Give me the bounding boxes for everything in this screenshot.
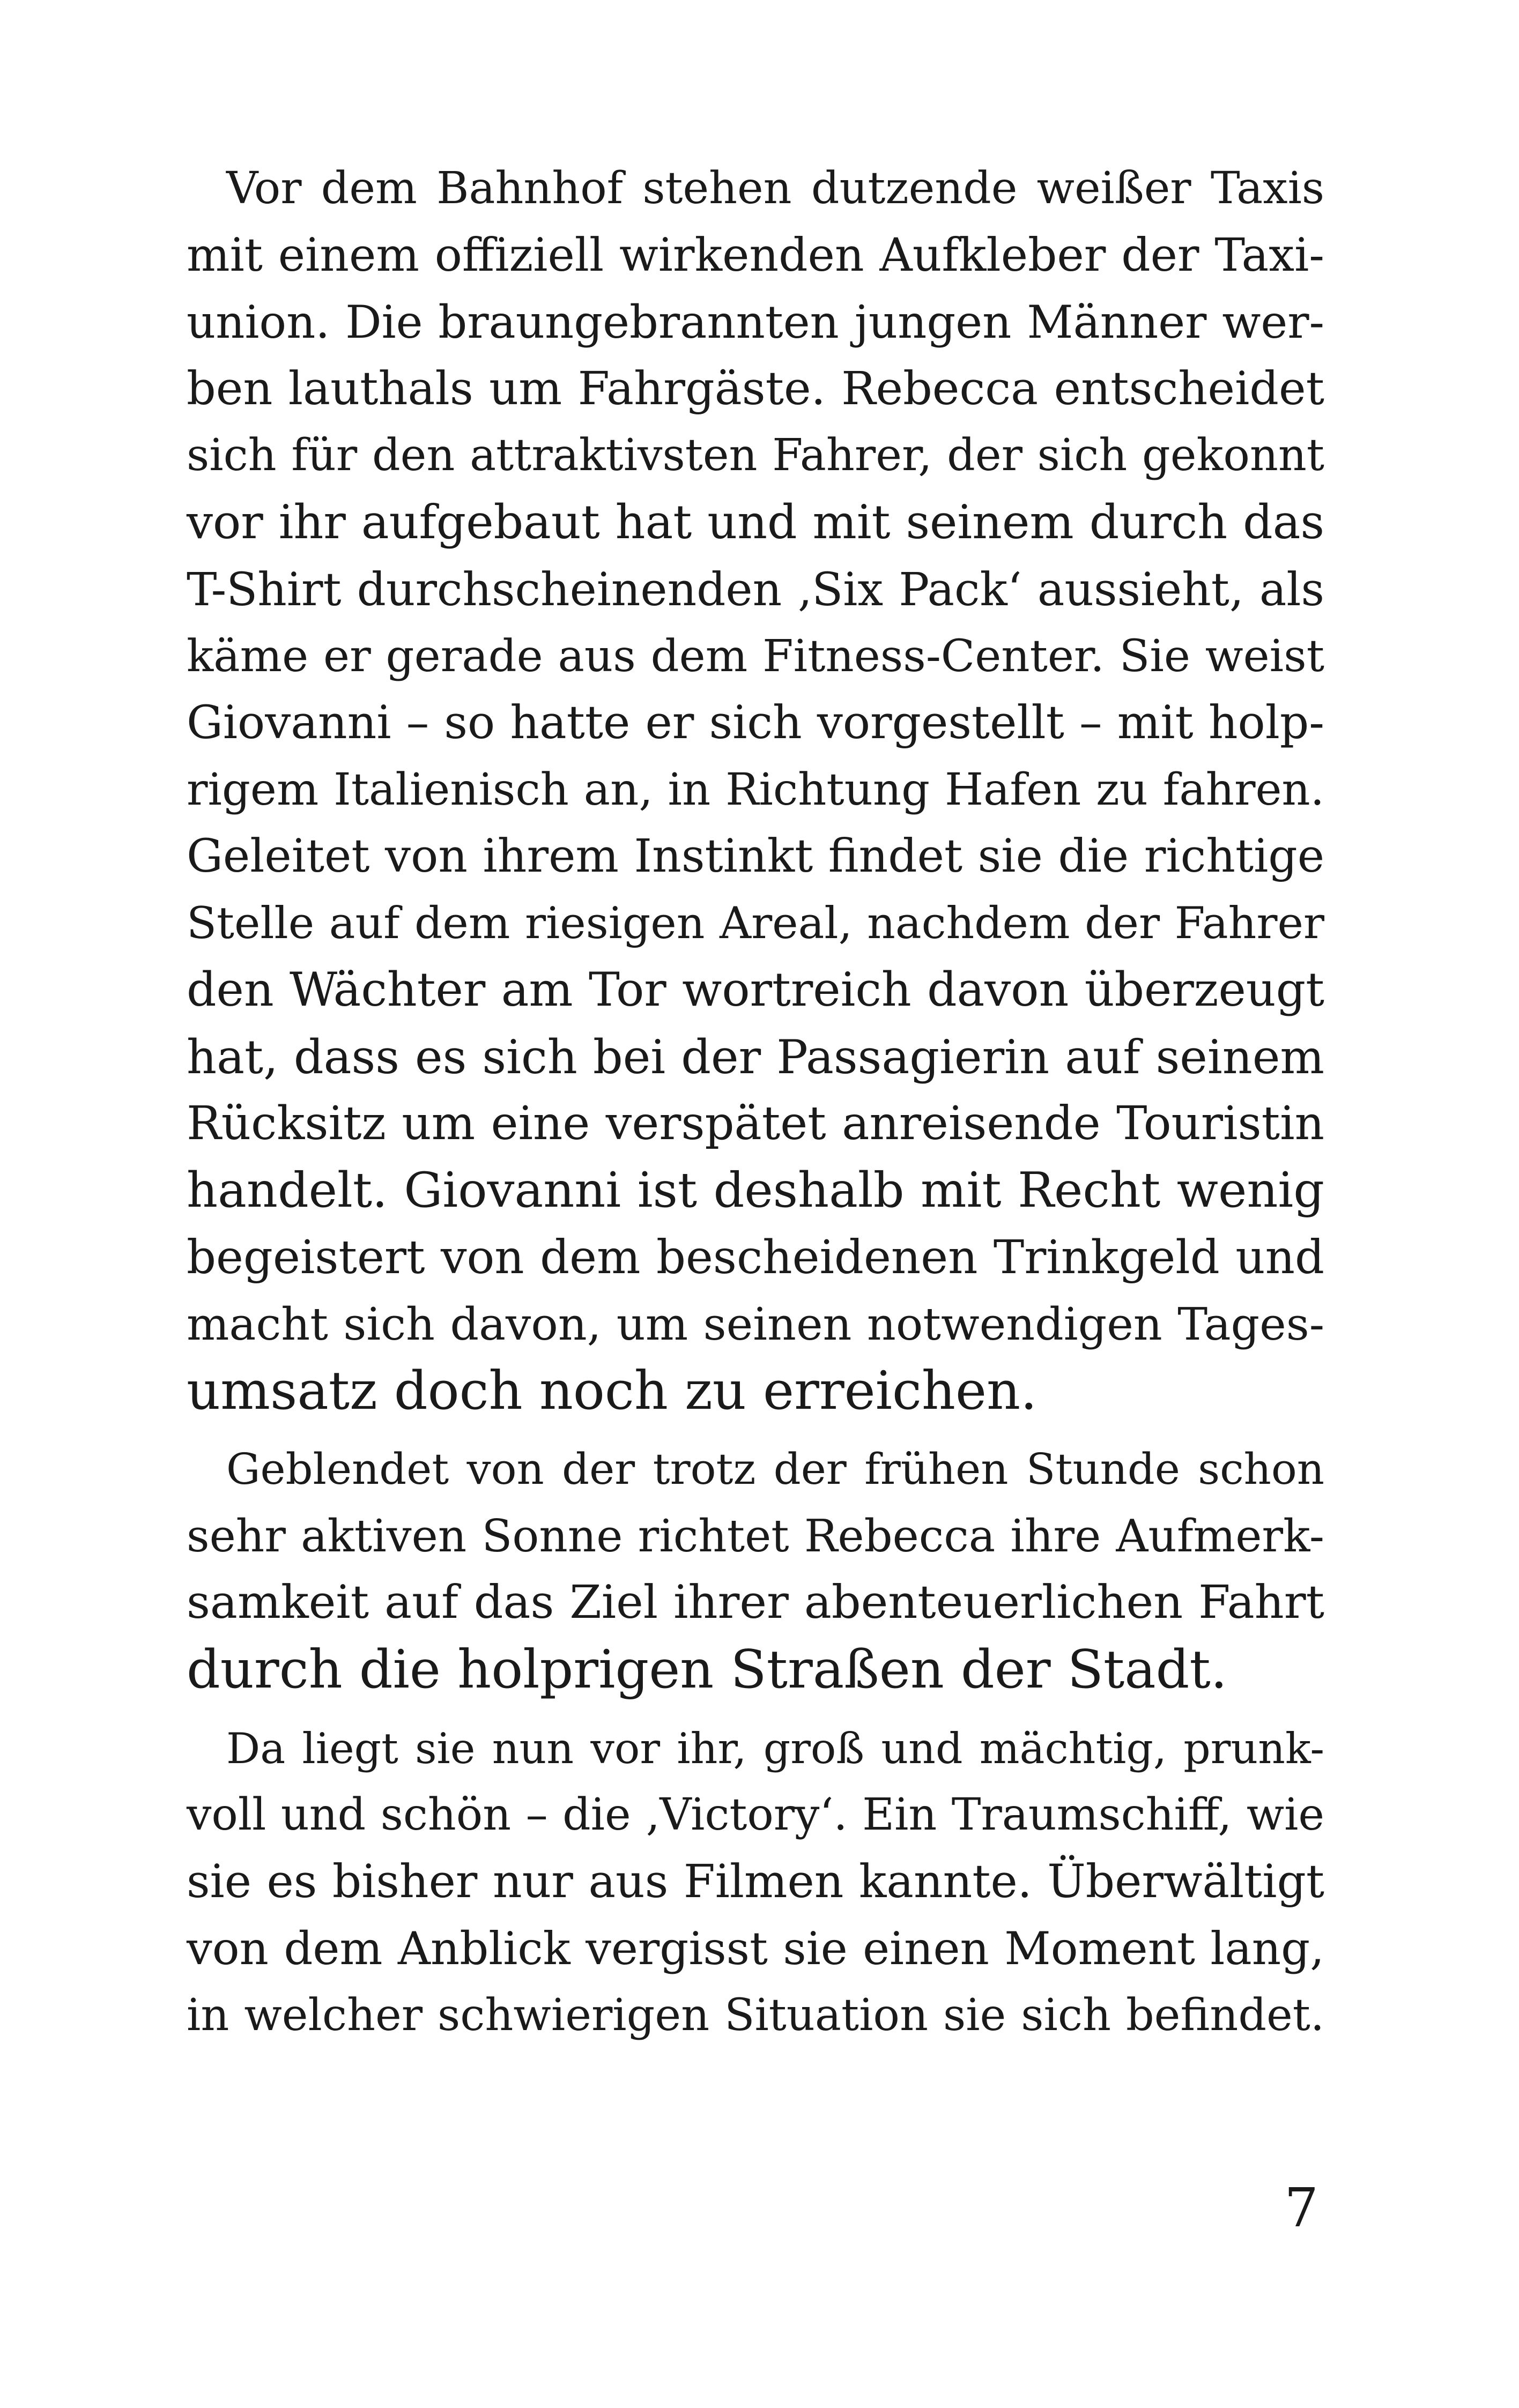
- body-text: [187, 155, 1324, 2049]
- paragraph-spacer: [187, 1424, 1324, 1436]
- text-line: käme er gerade aus dem Fitness-Center. Sie weist: [187, 630, 1324, 682]
- text-line: T-Shirt durchscheinenden ‚Six Pack‘ aussieht, als: [187, 562, 1324, 616]
- text-line: Geblendet von der trotz der frühen Stunde schon: [226, 1444, 1324, 1495]
- text-line: begeistert von dem bescheidenen Trinkgeld und: [187, 1230, 1324, 1284]
- text-line: mit einem offiziell wirkenden Aufkleber der Taxi-: [187, 228, 1324, 282]
- text-line: Geleitet von ihrem Instinkt findet sie die richtige: [187, 829, 1324, 883]
- text-line: sehr aktiven Sonne richtet Rebecca ihre Aufmerk-: [187, 1510, 1324, 1562]
- text-line: Rücksitz um eine verspätet anreisende Touristin: [187, 1097, 1324, 1151]
- text-line: Da liegt sie nun vor ihr, groß und mächtig, prunk-: [226, 1723, 1324, 1773]
- text-line: sich für den attraktivsten Fahrer, der sich gekonnt: [187, 430, 1324, 481]
- paragraph-2: [187, 1436, 1324, 1703]
- text-line: den Wächter am Tor wortreich davon überzeugt: [187, 963, 1324, 1017]
- text-line: voll und schön – die ‚Victory‘. Ein Traumschiff, wie: [187, 1789, 1324, 1841]
- text-line: union. Die braungebrannten jungen Männer wer-: [187, 296, 1324, 349]
- paragraph-spacer: [187, 1704, 1324, 1715]
- paragraph-3: [187, 1715, 1324, 2049]
- text-line: Stelle auf dem riesigen Areal, nachdem der Fahrer: [187, 897, 1324, 949]
- text-line: durch die holprigen Straßen der Stadt.: [187, 1639, 1227, 1701]
- text-line: hat, dass es sich bei der Passagierin auf seinem: [187, 1029, 1324, 1084]
- text-line: umsatz doch noch zu erreichen.: [187, 1360, 1038, 1422]
- text-line: rigem Italienisch an, in Richtung Hafen zu fahren.: [187, 763, 1324, 816]
- text-line: samkeit auf das Ziel ihrer abenteuerlichen Fahrt: [187, 1576, 1324, 1630]
- paragraph-1: [187, 155, 1324, 1424]
- text-line: macht sich davon, um seinen notwendigen Tages-: [187, 1298, 1324, 1351]
- text-line: handelt. Giovanni ist deshalb mit Recht wenig: [187, 1162, 1324, 1218]
- text-line: in welcher schwierigen Situation sie sich befindet.: [187, 1990, 1324, 2041]
- text-line: sie es bisher nur aus Filmen kannte. Überwältigt: [187, 1855, 1324, 1908]
- text-line: ben lauthals um Fahrgäste. Rebecca entscheidet: [187, 362, 1324, 415]
- page-number: 7: [1284, 2176, 1318, 2239]
- text-line: Vor dem Bahnhof stehen dutzende weißer Taxis: [226, 163, 1324, 214]
- text-line: vor ihr aufgebaut hat und mit seinem durch das: [187, 495, 1324, 549]
- text-line: Giovanni – so hatte er sich vorgestellt – mit holp-: [187, 696, 1324, 749]
- text-line: von dem Anblick vergisst sie einen Moment lang,: [187, 1922, 1324, 1975]
